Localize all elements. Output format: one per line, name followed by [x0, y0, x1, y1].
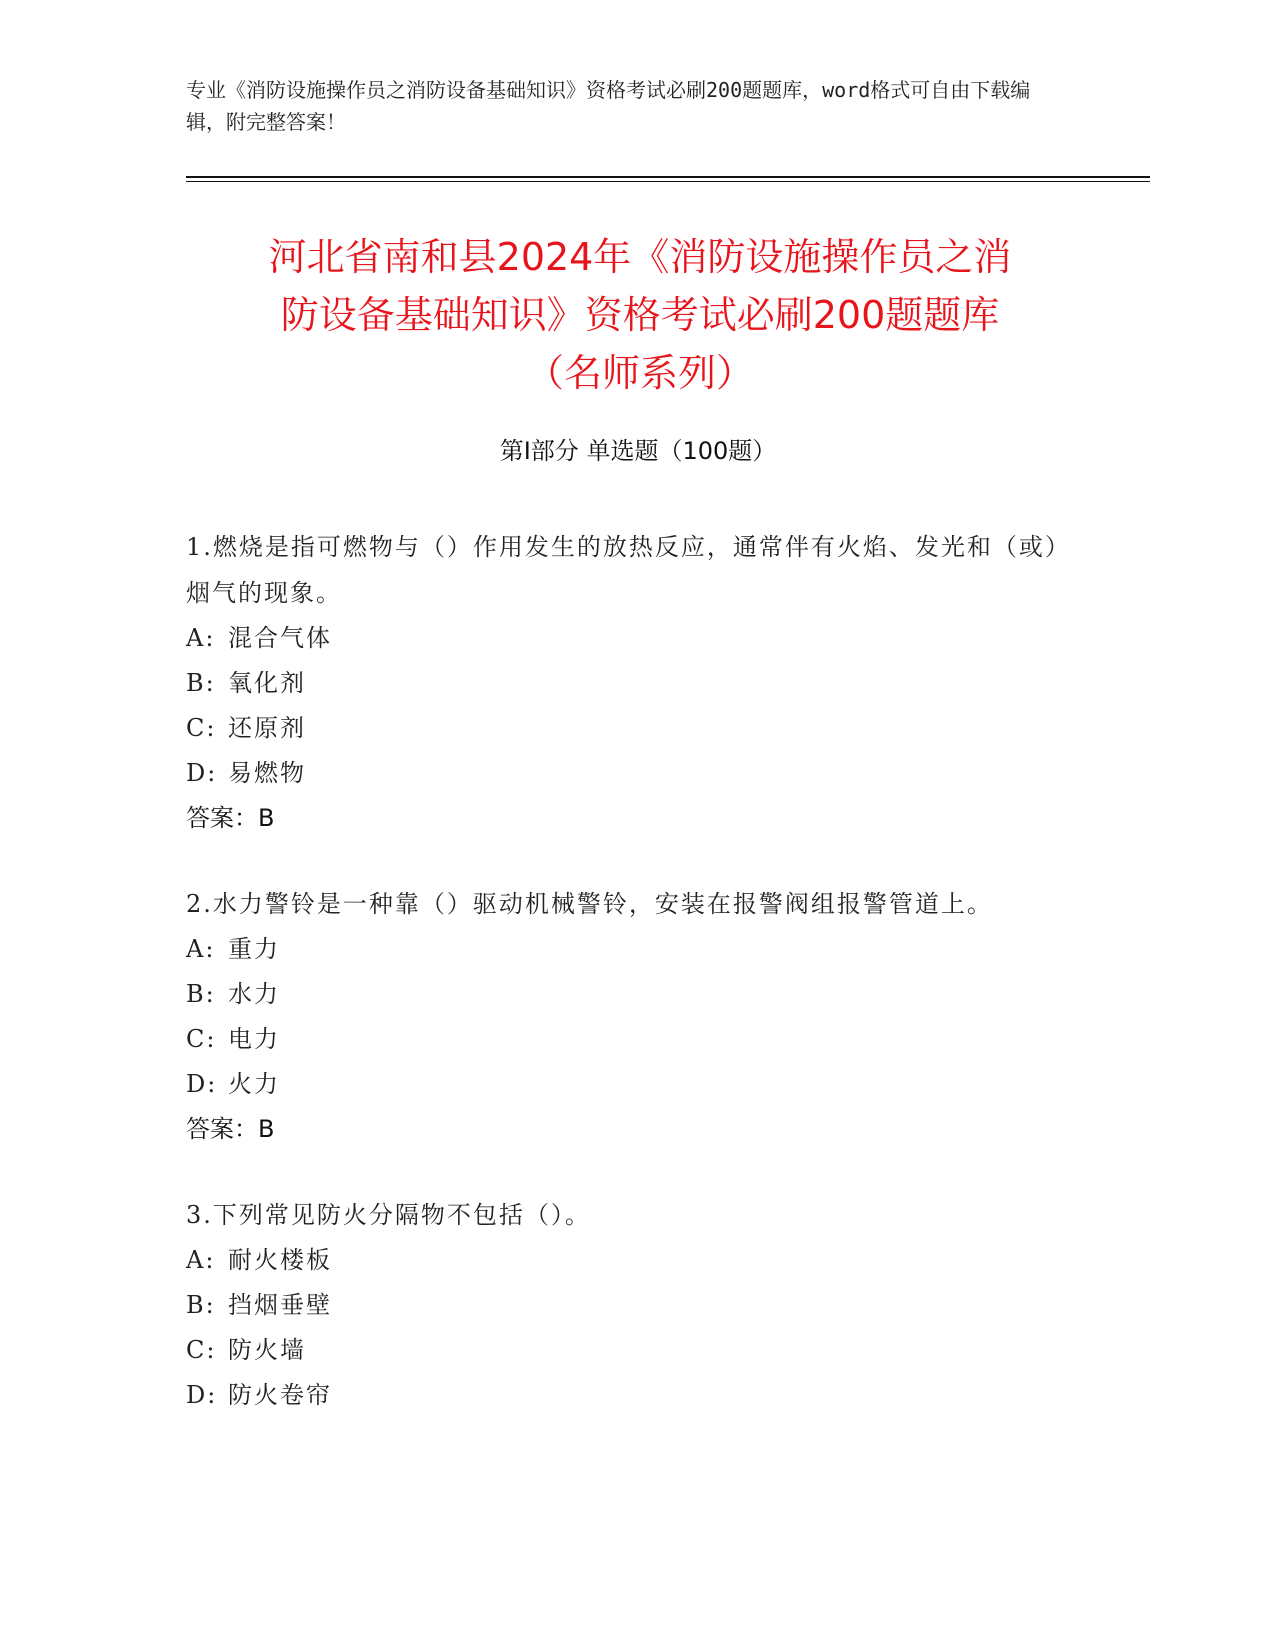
- section-title: 第Ⅰ部分 单选题（100题）: [499, 437, 777, 465]
- option-b: [186, 661, 1066, 706]
- title-line-1: 河北省南和县2024年《消防设施操作员之消: [268, 235, 1012, 279]
- option-a: [186, 927, 1066, 972]
- option-letter: A:: [186, 624, 216, 652]
- option-c: [186, 1017, 1066, 1062]
- answer-label: 答案：B: [186, 1115, 275, 1143]
- option-d: [186, 751, 1066, 796]
- option-letter: D:: [186, 759, 218, 787]
- option-letter: A:: [186, 1246, 216, 1274]
- option-c: [186, 706, 1066, 751]
- option-d: [186, 1062, 1066, 1107]
- title-line-3: （名师系列）: [525, 351, 754, 395]
- option-letter: D:: [186, 1381, 218, 1409]
- option-text: 电力: [228, 1025, 280, 1053]
- option-letter: C:: [186, 1336, 217, 1364]
- option-d: [186, 1373, 1066, 1418]
- option-c: [186, 1328, 1066, 1373]
- option-text: 易燃物: [228, 759, 306, 787]
- option-a: [186, 1238, 1066, 1283]
- question-stem: 3.下列常见防火分隔物不包括（）。: [186, 1201, 591, 1229]
- option-letter: A:: [186, 935, 216, 963]
- option-letter: C:: [186, 714, 217, 742]
- option-text: 混合气体: [228, 624, 332, 652]
- option-letter: D:: [186, 1070, 218, 1098]
- option-text: 防火卷帘: [228, 1381, 332, 1409]
- option-letter: C:: [186, 1025, 217, 1053]
- option-text: 防火墙: [228, 1336, 306, 1364]
- question-item: [186, 1192, 1066, 1418]
- document-title: [160, 228, 1120, 402]
- header-divider-thick: [186, 176, 1150, 178]
- option-b: [186, 1283, 1066, 1328]
- question-item: [186, 881, 1066, 1152]
- header-divider-thin: [186, 181, 1150, 182]
- option-b: [186, 972, 1066, 1017]
- option-text: 还原剂: [228, 714, 306, 742]
- option-text: 水力: [228, 980, 280, 1008]
- question-list: [186, 524, 1066, 1458]
- option-letter: B:: [186, 669, 216, 697]
- option-letter: B:: [186, 1291, 216, 1319]
- option-text: 耐火楼板: [228, 1246, 332, 1274]
- option-text: 重力: [228, 935, 280, 963]
- option-letter: B:: [186, 980, 216, 1008]
- question-stem: 1.燃烧是指可燃物与（）作用发生的放热反应，通常伴有火焰、发光和（或）烟气的现象。: [186, 533, 1059, 607]
- question-item: [186, 524, 1066, 841]
- option-text: 火力: [228, 1070, 280, 1098]
- header-note: 专业《消防设施操作员之消防设备基础知识》资格考试必刷200题题库，word格式可自由下载编辑，附完整答案！: [186, 78, 1031, 134]
- option-text: 挡烟垂壁: [228, 1291, 332, 1319]
- question-stem: 2.水力警铃是一种靠（）驱动机械警铃，安装在报警阀组报警管道上。: [186, 890, 993, 918]
- option-text: 氧化剂: [228, 669, 306, 697]
- answer-label: 答案：B: [186, 804, 275, 832]
- title-line-2: 防设备基础知识》资格考试必刷200题题库: [280, 293, 1000, 337]
- option-a: [186, 616, 1066, 661]
